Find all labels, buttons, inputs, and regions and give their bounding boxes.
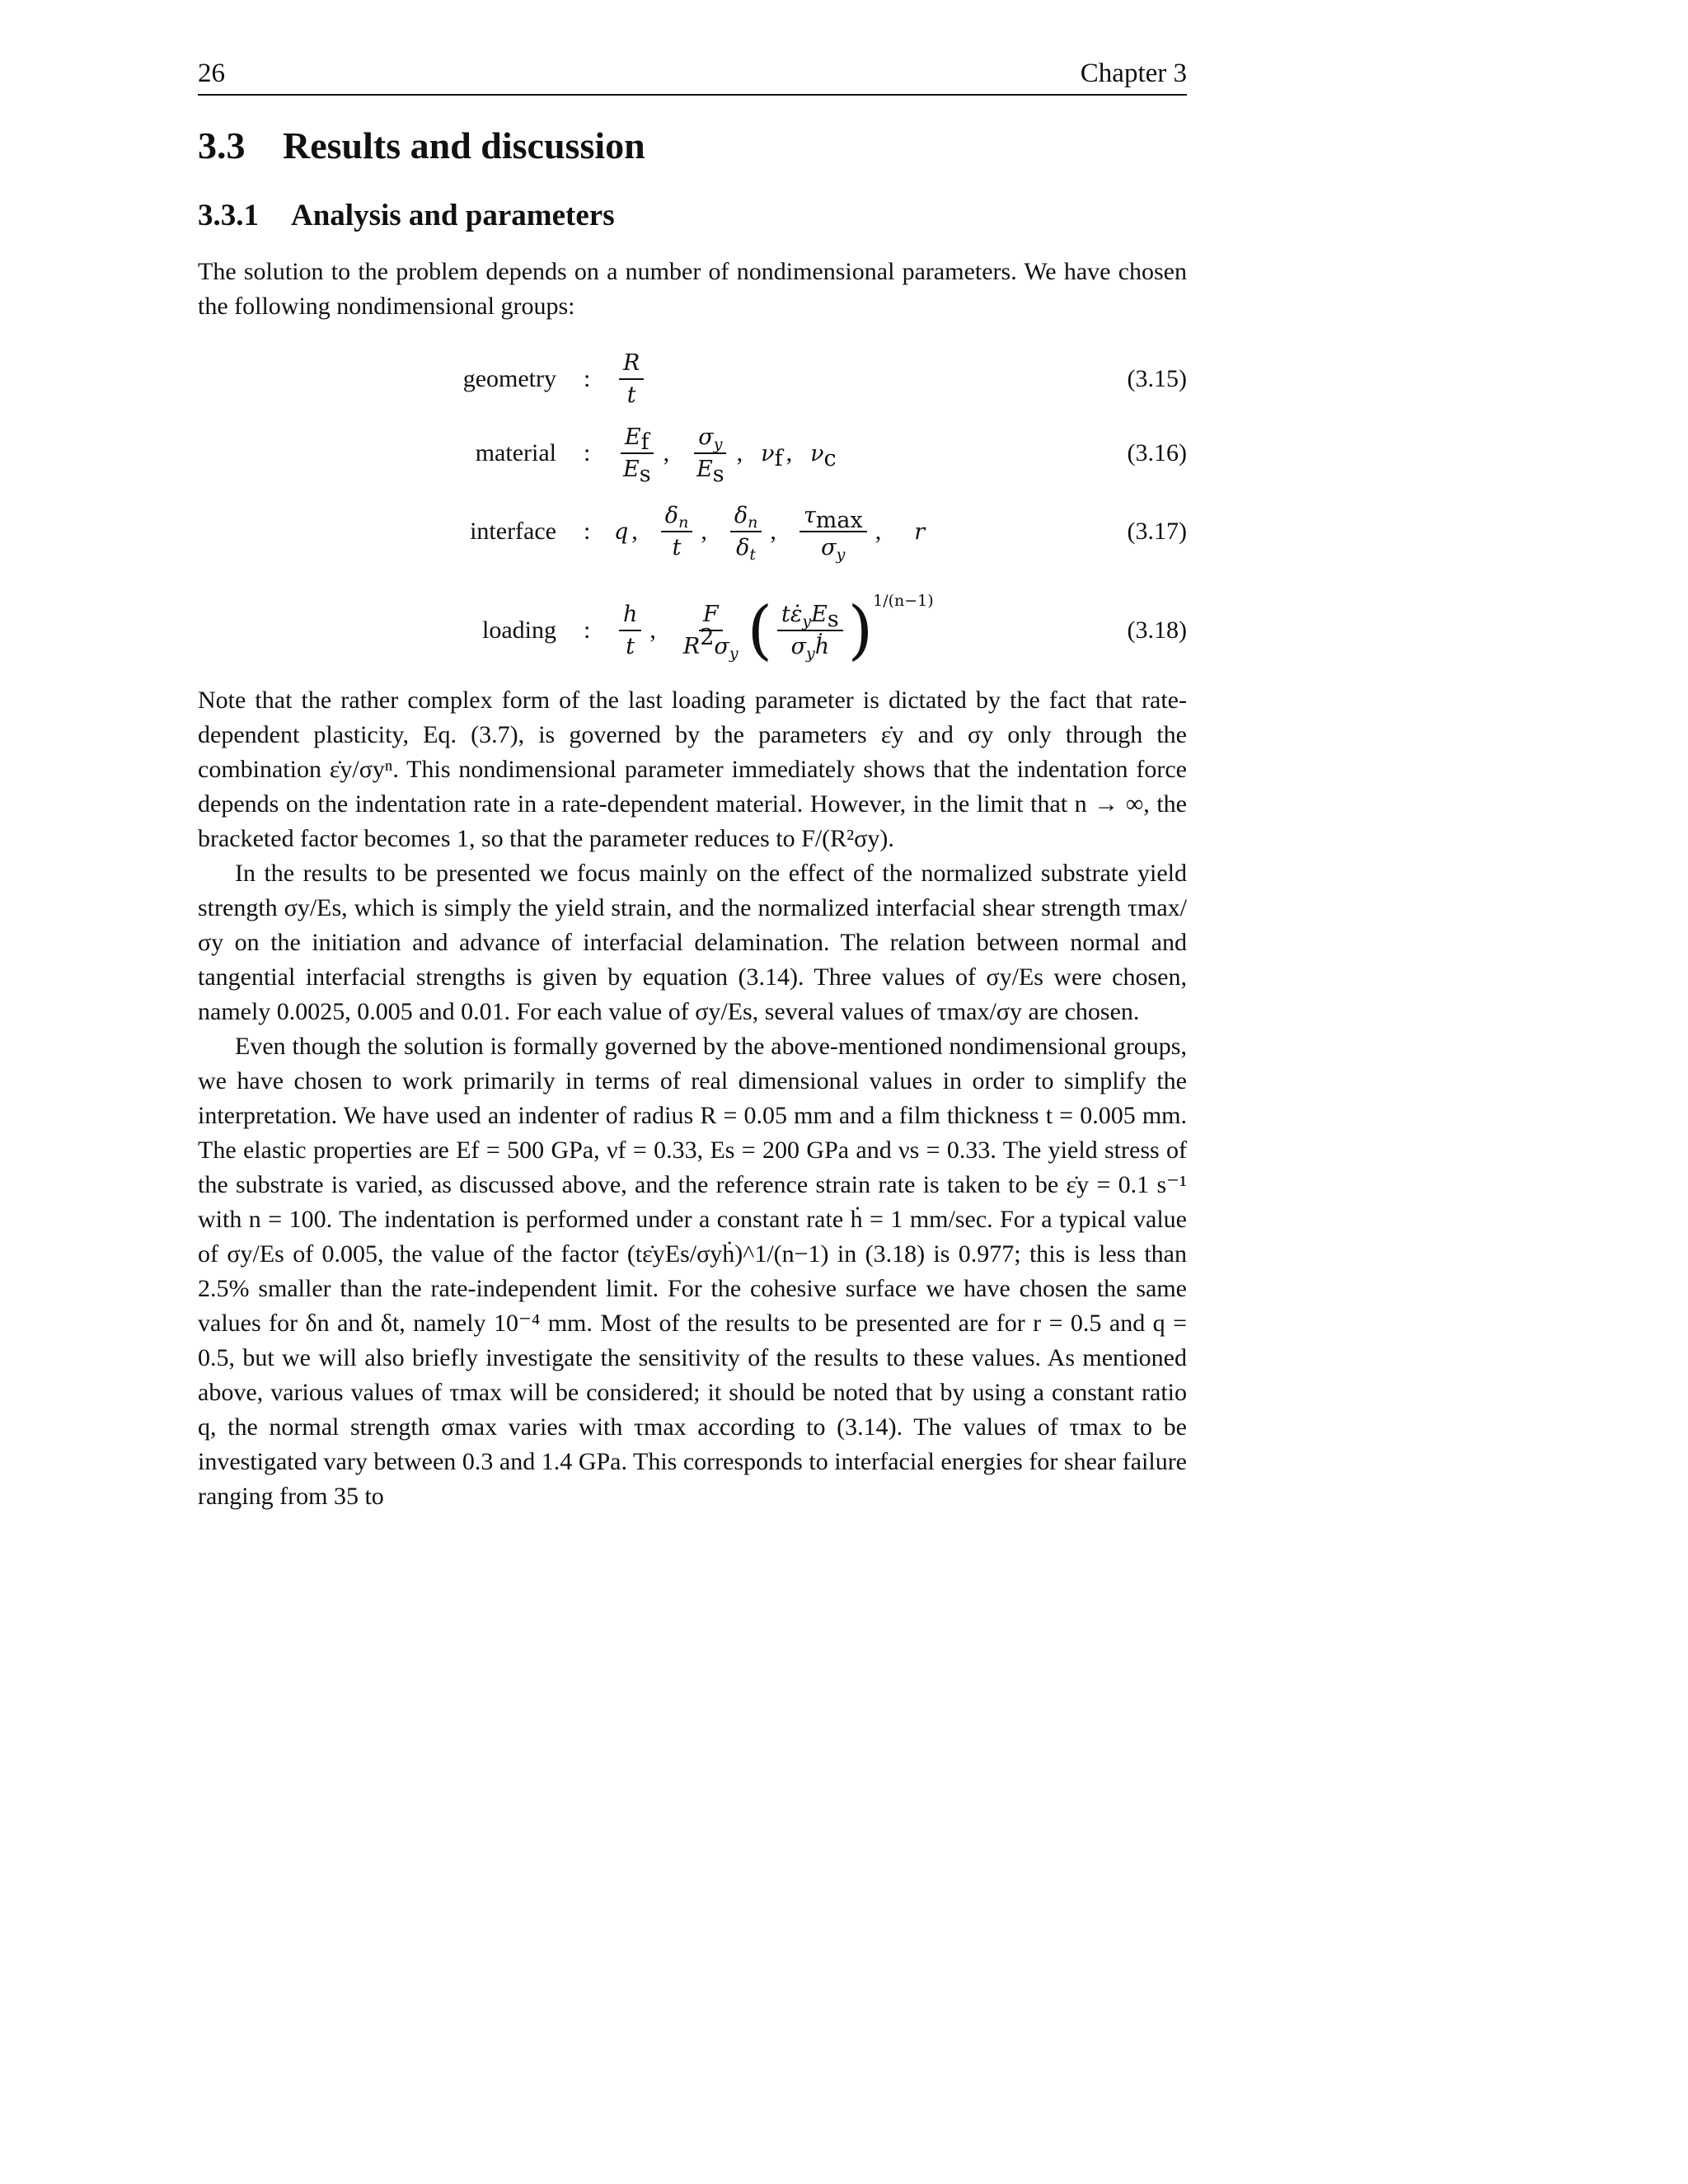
section-number: 3.3 <box>198 124 246 166</box>
equation-name: interface <box>470 518 556 545</box>
paragraph: Note that the rather complex form of the last loading parameter is dictated by the fact that rate-dependent plasticity, Eq. (3.7), is governed by the parameters ε̇y and σy only through the combination ε̇y/σyⁿ. This nondimensional parameter immediately shows that the indentation force depends on the indentation rate in a rate-dependent material. However, in the limit that n → ∞, the bracketed factor becomes 1, so that the parameter reduces to F/(R²σy). <box>198 687 1187 852</box>
equation-loading <box>198 585 1187 676</box>
paragraph: In the results to be presented we focus mainly on the effect of the normalized substrate yield strength σy/Es, which is simply the yield strain, and the normalized interfacial shear strength τmax/σy on the initiation and advance of interfacial delamination. The relation between normal and tangential interfacial strengths is given by equation (3.14). Three values of σy/Es were chosen, namely 0.0025, 0.005 and 0.01. For each value of σy/Es, several values of τmax/σy are chosen. <box>198 860 1187 1025</box>
fraction: $\frac{t\varepsiloṅ_yE_s}{\sigma_yḣ}$ <box>777 602 843 659</box>
fraction: $\frac{\delta_n}{\delta_t}$ <box>730 503 762 560</box>
equation-colon: : <box>584 439 591 466</box>
subsection-number: 3.3.1 <box>198 199 259 232</box>
section-title: Results and discussion <box>283 124 645 166</box>
fraction: $\frac{E_f}{E_s}$ <box>619 424 655 482</box>
fraction: $\frac{\delta_n}{t}$ <box>661 503 693 560</box>
equation-label: (3.15) <box>1127 365 1187 392</box>
intro-text: The solution to the problem depends on a number of nondimensional parameters. We have chosen the following nondimensional groups: <box>198 258 1187 320</box>
equation-terms <box>614 350 649 408</box>
chapter-label: Chapter 3 <box>1080 59 1187 88</box>
body-text <box>198 683 1187 1514</box>
fraction: $\frac{R}{t}$ <box>619 350 644 408</box>
page-number: 26 <box>198 59 225 88</box>
equation-terms: $\frac{h}{t}$ , $\frac{F}{R^2\sigma_y}$ ( $\frac{t\varepsiloṅ_yE_s}{\sigma_yḣ}$ ) 1/(n−1) <box>614 598 934 663</box>
subsection-title: Analysis and parameters <box>291 199 615 232</box>
intro-paragraph <box>198 255 1187 324</box>
equation-material <box>198 416 1187 490</box>
equation-geometry <box>198 342 1187 416</box>
equation-colon: : <box>584 616 591 644</box>
equation-colon: : <box>584 518 591 545</box>
running-header <box>198 58 1187 96</box>
equation-label: (3.16) <box>1127 439 1187 466</box>
paragraph: Even though the solution is formally governed by the above-mentioned nondimensional groups, we have chosen to work primarily in terms of real dimensional values in order to simplify the interpretation. We have used an indenter of radius R = 0.05 mm and a film thickness t = 0.005 mm. The elastic properties are Ef = 500 GPa, νf = 0.33, Es = 200 GPa and νs = 0.33. The yield stress of the substrate is varied, as discussed above, and the reference strain rate is taken to be ε̇y = 0.1 s⁻¹ with n = 100. The indentation is performed under a constant rate ḣ = 1 mm/sec. For a typical value of σy/Es of 0.005, the value of the factor (tε̇yEs/σyḣ)^1/(n−1) in (3.18) is 0.977; this is less than 2.5% smaller than the rate-independent limit. For the cohesive surface we have chosen the same values for δn and δt, namely 10⁻⁴ mm. Most of the results to be presented are for r = 0.5 and q = 0.5, but we will also briefly investigate the sensitivity of the results to these values. As mentioned above, various values of τmax will be considered; it should be noted that by using a constant ratio q, the normal strength σmax varies with τmax according to (3.14). The values of τmax to be investigated vary between 0.3 and 1.4 GPa. This corresponds to interfacial energies for shear failure ranging from 35 to <box>198 1033 1187 1510</box>
fraction: $\frac{F}{R^2\sigma_y}$ <box>682 602 738 663</box>
equation-colon: : <box>584 365 591 392</box>
equation-name: geometry <box>462 365 556 392</box>
fraction: $\frac{\sigma_y}{E_s}$ <box>692 424 729 482</box>
equation-label: (3.18) <box>1127 616 1187 644</box>
fraction: $\frac{h}{t}$ <box>619 602 641 659</box>
equation-name: material <box>475 439 556 466</box>
equation-name: loading <box>482 616 556 644</box>
subsection-heading <box>198 198 615 233</box>
section-heading <box>198 124 645 167</box>
equation-terms: $\frac{E_f}{E_s}$ , $\frac{\sigma_y}{E_s}$ , $\nu_f$ , $\nu_c$ <box>614 424 837 482</box>
equation-terms: q , $\frac{\delta_n}{t}$ , $\frac{\delta_n}{\delta_t}$ , $\frac{\tau_{max}}{\sigma_y}$ , r <box>614 503 926 564</box>
equation-label: (3.17) <box>1127 518 1187 545</box>
equation-interface <box>198 494 1187 569</box>
fraction: $\frac{\tau_{max}}{\sigma_y}$ <box>799 503 867 560</box>
document-page <box>198 0 1187 2184</box>
